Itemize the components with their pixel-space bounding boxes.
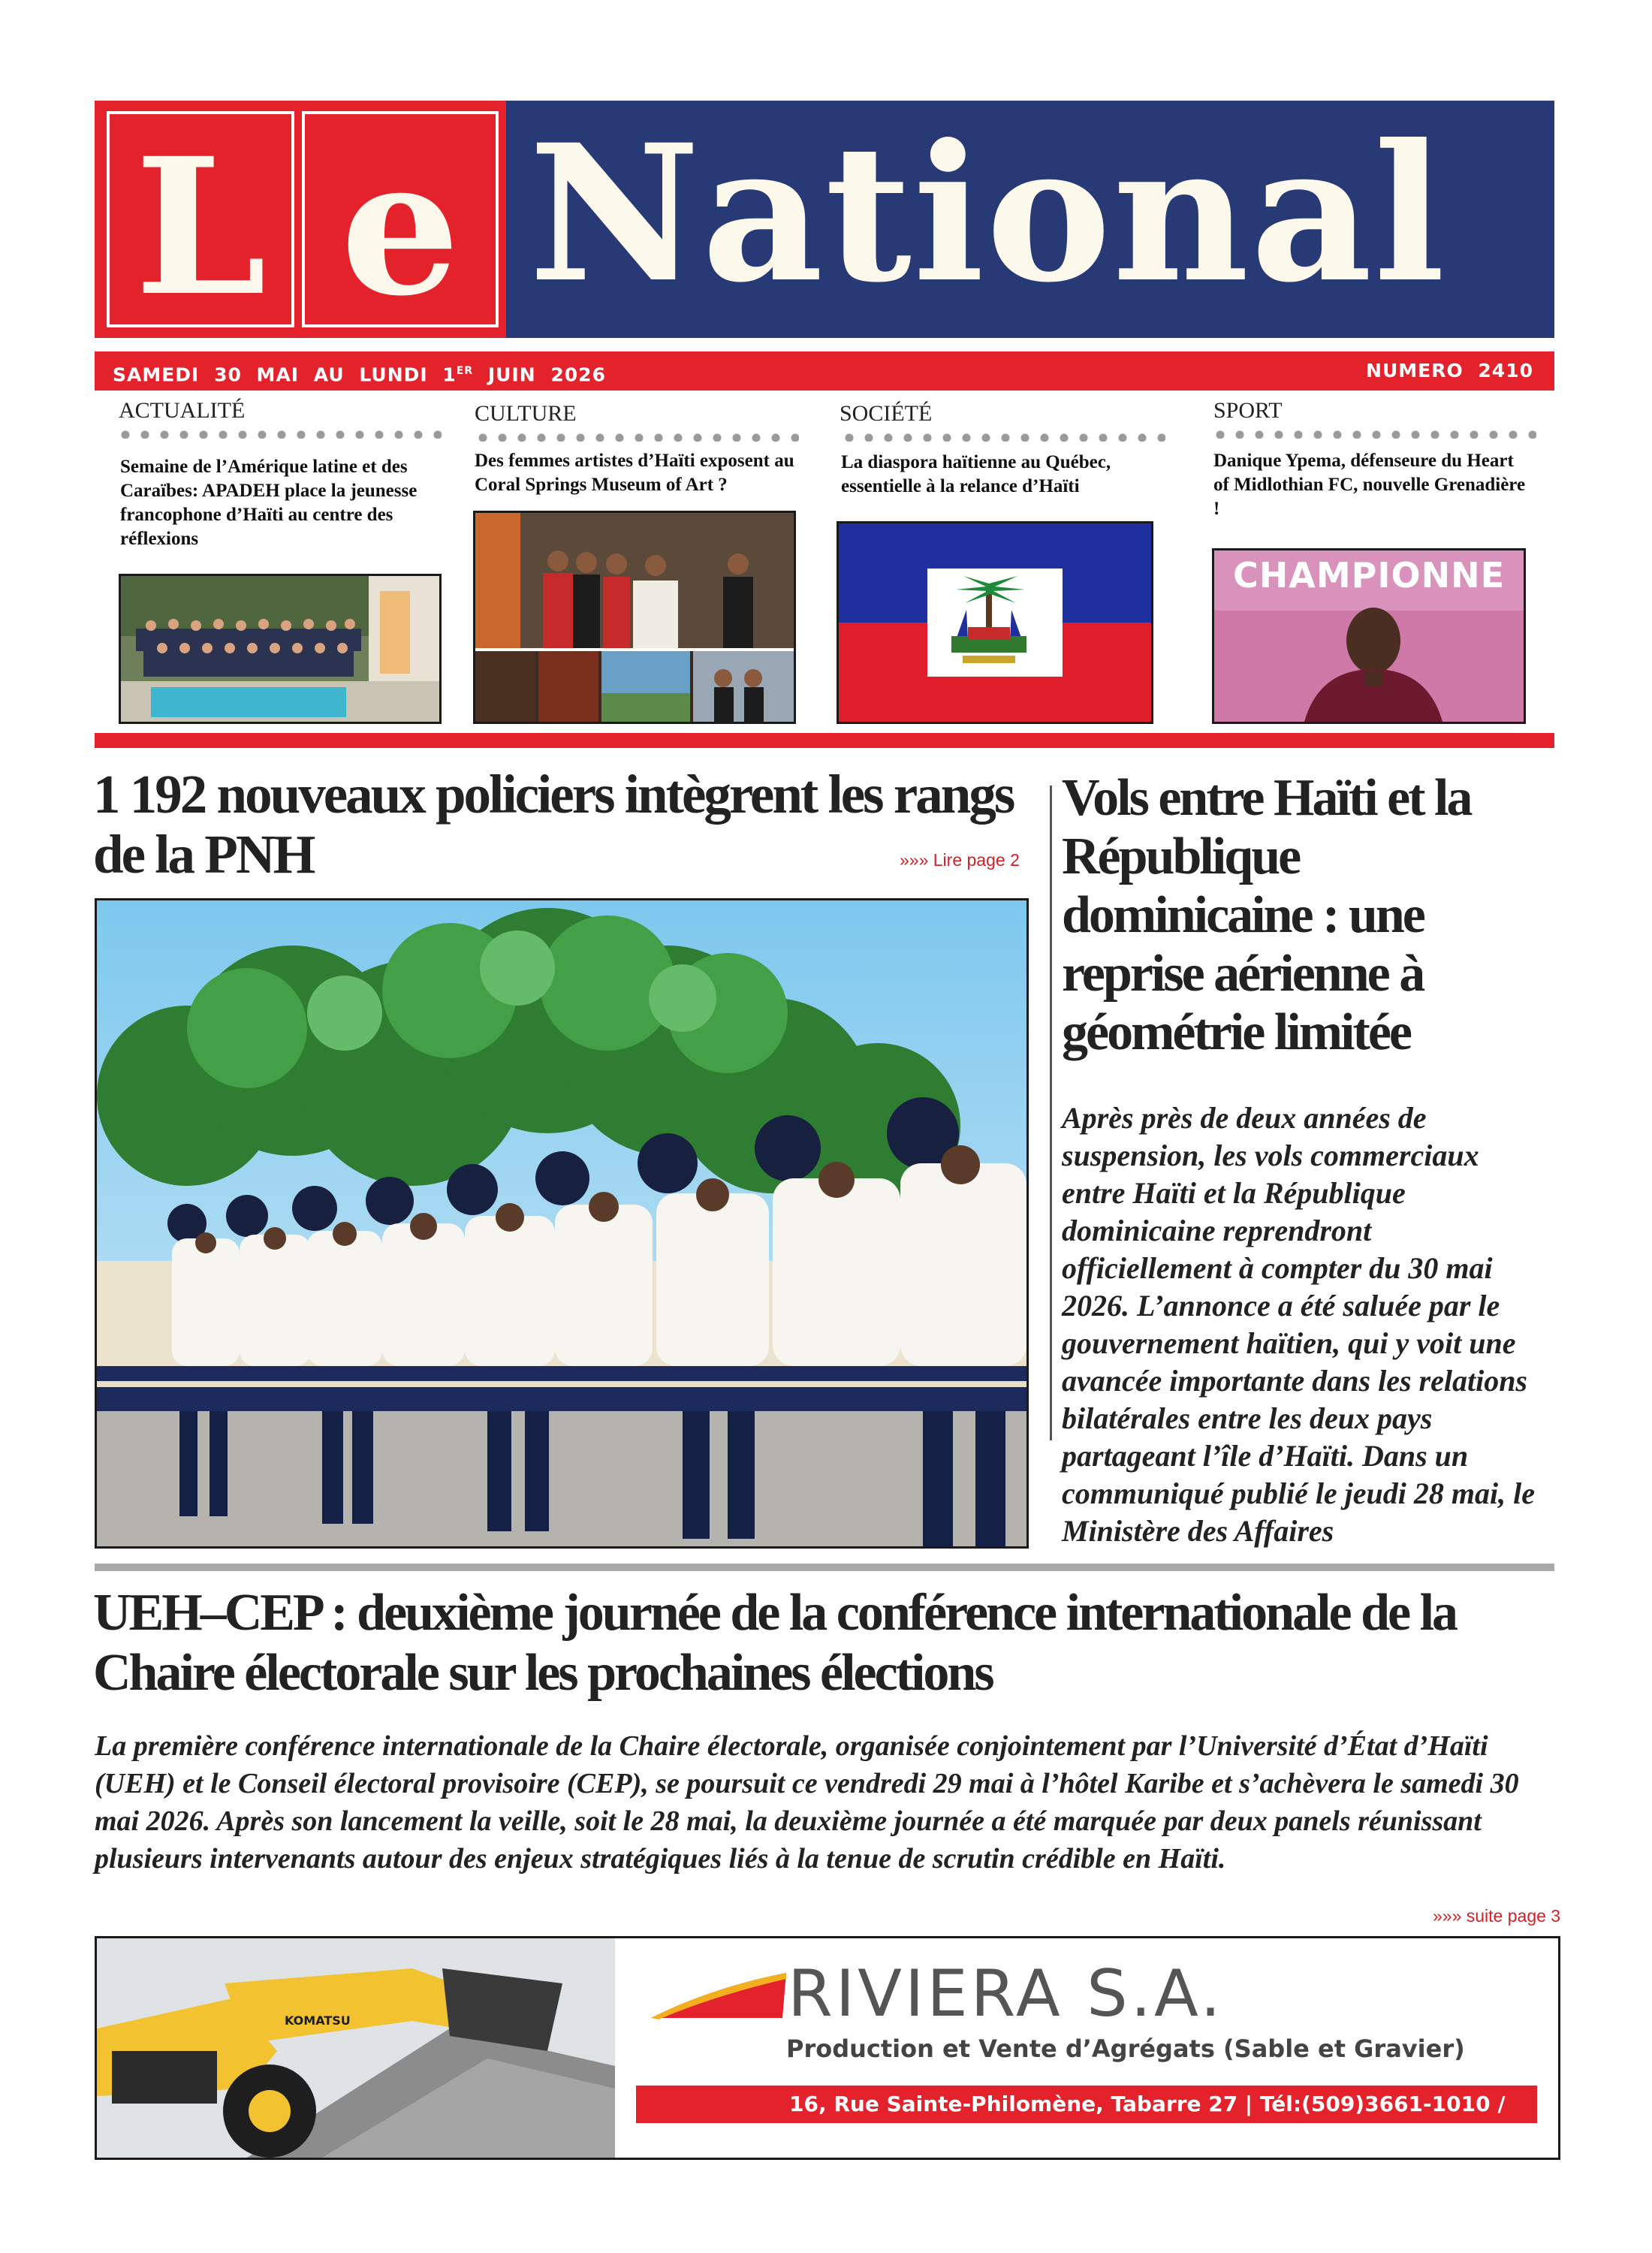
ad-address: 16, Rue Sainte-Philomène, Tabarre 27 | Tél:(509)3661-1010 / 2946-0505 [789,2092,1506,2145]
riviera-advertisement[interactable] [95,1936,1560,2160]
side-headline[interactable]: Vols entre Haïti et la République dominicaine : une reprise aérienne à géométrie limitée [1062,769,1471,1061]
bottom-lede: La première conférence internationale de la Chaire électorale, organisée conjointement par l’Université d’État d’Haïti (UEH) et le Conseil électoral provisoire (CEP), se poursuit ce vendredi 29 mai à l’hôtel Karibe et s’achèvera le samedi 30 mai 2026. Après son lancement la veille, soit le 28 mai, la deuxième journée a été marquée par deux panels réunissant plusieurs intervenants autour des enjeux stratégiques liés à la tenue de scrutin crédible en Haïti. [95,1730,1519,1874]
haiti-flag-image [839,523,1151,722]
masthead-letter-e: e [340,116,460,337]
section-label-sport: SPORT [1213,398,1283,423]
teaser-societe[interactable]: La diaspora haïtienne au Québec, essentielle à la relance d’Haïti [841,452,1111,496]
column-divider [1050,786,1052,1440]
thumb-societe[interactable] [837,521,1153,724]
bottom-headline[interactable]: UEH–CEP : deuxième journée de la conférence internationale de la Chaire électorale sur les prochaines élections [93,1584,1457,1702]
thumb-sport[interactable] [1212,548,1526,724]
masthead-blue-block [506,101,1554,338]
section-label-culture: CULTURE [475,401,577,426]
main-read-more-link[interactable]: »»» Lire page 2 [900,850,1020,870]
date-bar [95,351,1554,391]
section-dots-culture [473,433,799,442]
loader-brand-text: KOMATSU [285,2013,351,2028]
group-photo-image [121,576,439,722]
thumb-culture[interactable] [473,511,796,724]
teaser-sport[interactable]: Danique Ypema, défenseure du Heart of Midlothian FC, nouvelle Grenadière ! [1213,451,1526,519]
teaser-actualite[interactable]: Semaine de l’Amérique latine et des Caraïbes: APADEH place la jeunesse francophone d’Haïti au centre des réflexions [120,457,418,549]
issue-date-sup: ER [456,365,474,377]
championne-overlay-text: CHAMPIONNE [1233,555,1505,596]
issue-date-text: SAMEDI 30 MAI AU LUNDI 1 [113,363,457,386]
section-dots-sport [1210,430,1536,439]
issue-number: NUMERO 2410 [1366,360,1533,382]
section-dots-actualite [116,430,442,439]
masthead-box-e [302,111,499,337]
masthead-red-block [95,101,506,338]
section-label-actualite: ACTUALITÉ [119,398,246,423]
issue-date-end: JUIN 2026 [487,363,606,386]
masthead-word: National [529,103,1447,324]
riviera-logo-icon [644,1965,794,2025]
masthead-box-l [107,111,294,337]
main-photo[interactable] [95,898,1029,1549]
thumb-actualite[interactable] [119,574,442,724]
police-graduation-image [97,900,1026,1546]
ad-company-name: RIVIERA S.A. [788,1956,1224,2031]
section-divider-gray [95,1564,1554,1571]
teaser-culture[interactable]: Des femmes artistes d’Haïti exposent au Coral Springs Museum of Art ? [475,451,794,495]
artists-photo-image [475,513,794,722]
main-headline[interactable]: 1 192 nouveaux policiers intègrent les rangs de la PNH [93,764,1014,885]
section-dots-societe [840,433,1165,442]
masthead-letter-l: L [134,116,267,337]
ad-tagline: Production et Vente d’Agrégats (Sable et Gravier) [786,2034,1465,2063]
section-label-societe: SOCIÉTÉ [840,401,933,426]
section-divider-red [95,733,1554,748]
side-lede: Après près de deux années de suspension, les vols commerciaux entre Haïti et la République dominicaine reprendront officiellement à compter du 30 mai 2026. L’annonce a été saluée par le gouvernement haïtien, qui y voit une avancée importante dans les relations bilatérales entre les deux pays partageant l’île d’Haïti. Dans un communiqué publié le jeudi 28 mai, le Ministère des Affaires [1062,1101,1535,1548]
bottom-read-more-link[interactable]: »»» suite page 3 [1433,1906,1561,1926]
loader-photo-image [97,1938,615,2158]
issue-date [113,351,606,394]
